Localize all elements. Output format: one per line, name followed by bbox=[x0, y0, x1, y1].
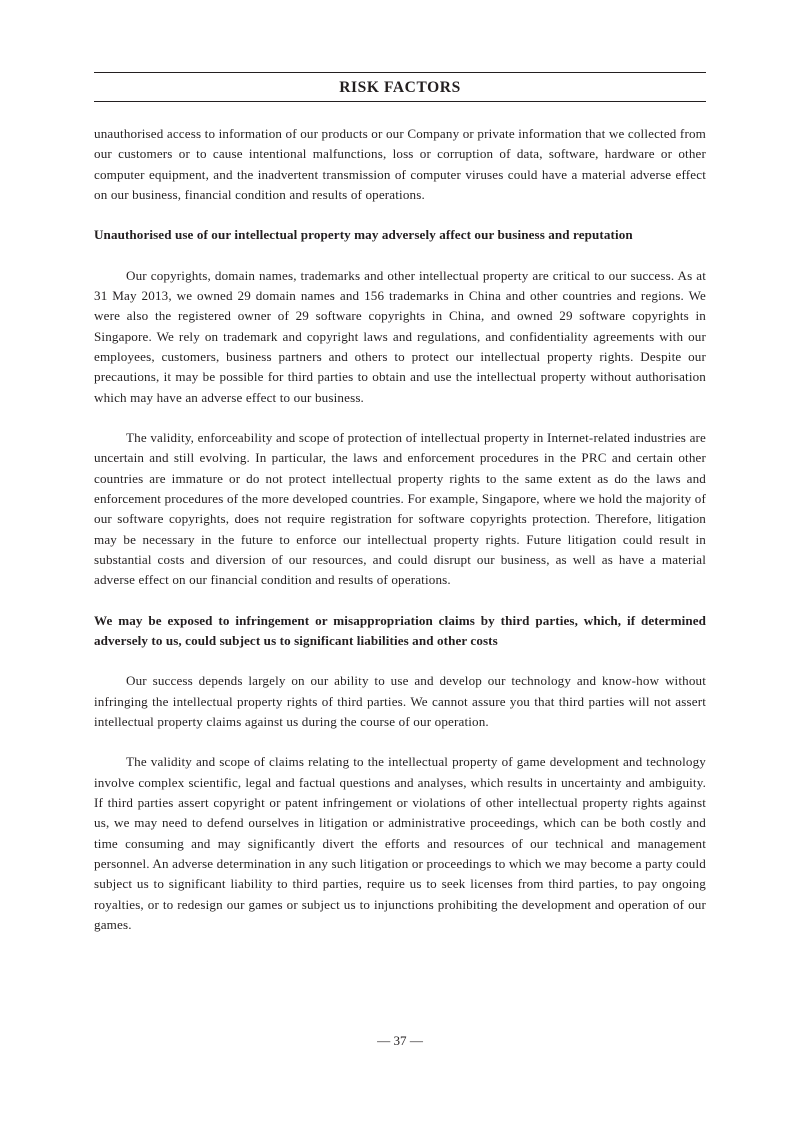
paragraph-ip-enforcement: The validity, enforceability and scope of protection of intellectual property in Internet-related industries are uncertain and still evolving. In particular, the laws and enforcement procedures in the PRC and certain other countries are immature or do not protect intellectual property rights to the same extent as do the laws and enforcement procedures of the more developed countries. For example, Singapore, where we hold the majority of our software copyrights, does not require registration for software copyrights protection. Therefore, litigation may be necessary in the future to enforce our intellectual property rights. Future litigation could result in substantial costs and diversion of our resources, and could disrupt our business, as well as have a material adverse effect on our financial condition and results of operations. bbox=[94, 429, 706, 588]
section-title: RISK FACTORS bbox=[339, 79, 461, 96]
header-rule-bottom bbox=[94, 101, 706, 102]
paragraph-ip-rights: Our copyrights, domain names, trademarks and other intellectual property are critical to our success. As at 31 May 2013, we owned 29 domain names and 156 trademarks in China and other countries and regions. We were also the registered owner of 29 software copyrights in China, and owned 29 software copyrights in Singapore. We rely on trademark and copyright laws and regulations, and confidentiality agreements with our employees, customers, business partners and others to protect our intellectual property rights. Despite our precautions, it may be possible for third parties to obtain and use the intellectual property without authorisation which may have an adverse effect to our business. bbox=[94, 267, 706, 405]
header-rule-top bbox=[94, 72, 706, 73]
subheading-ip-misuse: Unauthorised use of our intellectual property may adversely affect our business and reputation bbox=[94, 227, 633, 243]
paragraph-technology-success: Our success depends largely on our ability to use and develop our technology and know-how without infringing the intellectual property rights of third parties. We cannot assure you that third parties will not assert intellectual property claims against us during the course of our operation. bbox=[94, 673, 706, 729]
paragraph-continuation: unauthorised access to information of our products or our Company or private information that we collected from our customers or to cause intentional malfunctions, loss or corruption of data, software, hardware or other computer equipment, and the inadvertent transmission of computer viruses could have a material adverse effect on our business, financial condition and results of operations. bbox=[94, 126, 706, 202]
page-number: — 37 — bbox=[377, 1033, 423, 1048]
document-page bbox=[94, 0, 706, 1131]
paragraph-claims-validity: The validity and scope of claims relating to the intellectual property of game development and technology involve complex scientific, legal and factual questions and analyses, which results in uncertainty and ambiguity. If third parties assert copyright or patent infringement or violations of other intellectual property rights against us, we may need to defend ourselves in litigation or administrative proceedings, which can be both costly and time consuming and may significantly divert the efforts and resources of our technical and management personnel. An adverse determination in any such litigation or proceedings to which we may become a party could subject us to significant liability to third parties, require us to seek licenses from third parties, to pay ongoing royalties, or to redesign our games or subject us to injunctions prohibiting the development and operation of our games. bbox=[94, 754, 706, 932]
page-content bbox=[94, 124, 706, 935]
subheading-infringement-claims: We may be exposed to infringement or misappropriation claims by third parties, which, if determined adversely to us, could subject us to significant liabilities and other costs bbox=[94, 612, 706, 648]
